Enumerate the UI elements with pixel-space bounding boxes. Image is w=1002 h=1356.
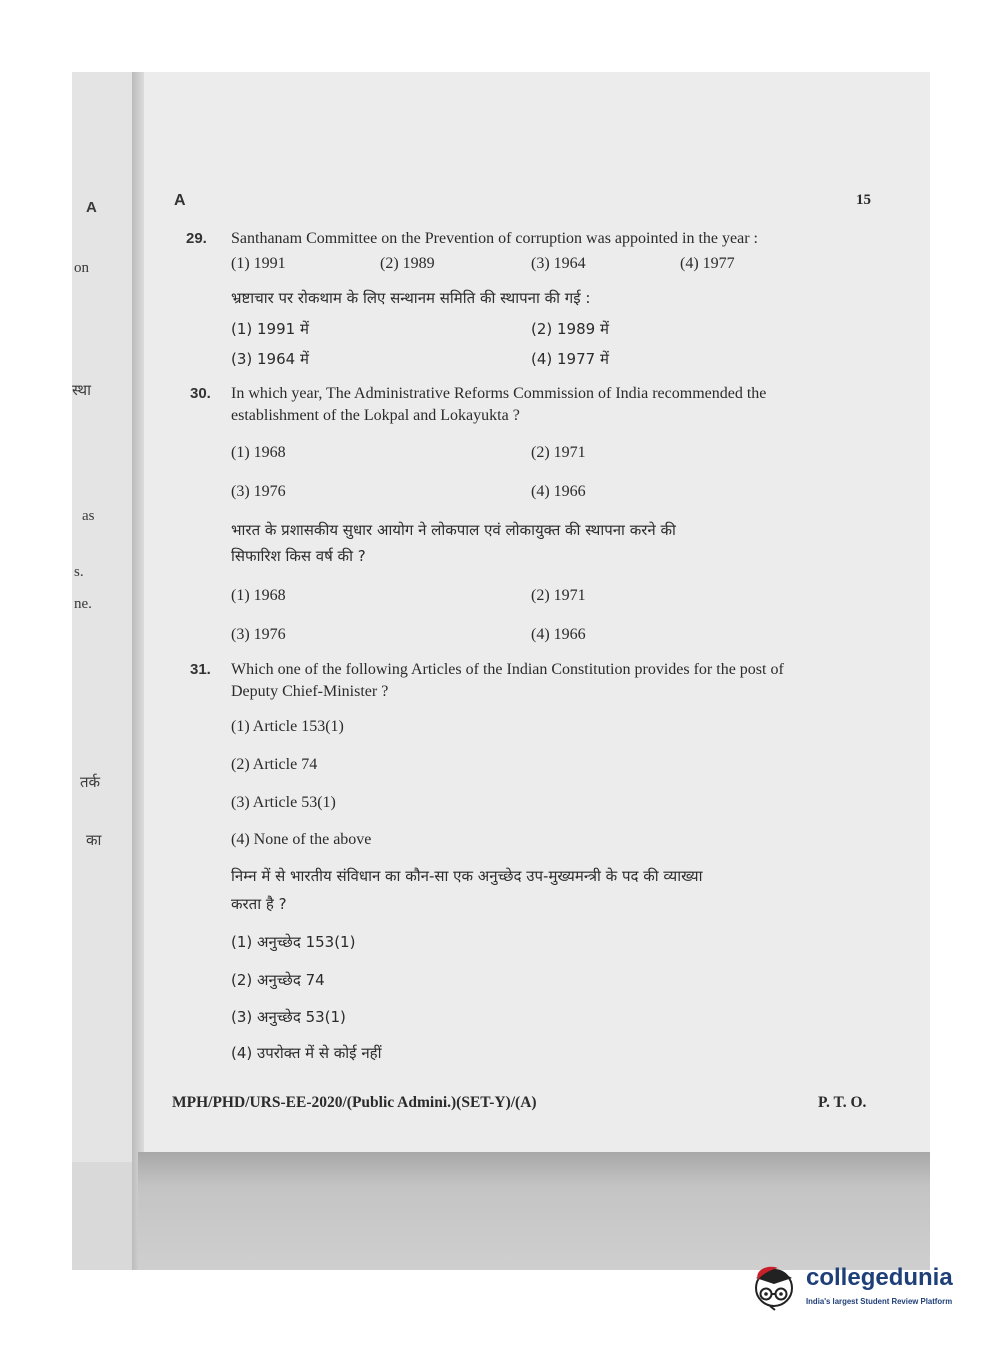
option: (1) 1991 — [231, 255, 286, 272]
facing-page-fragment: A — [86, 199, 97, 216]
option: (1) Article 153(1) — [231, 718, 344, 735]
scan-shadow — [138, 1152, 930, 1270]
facing-page-fragment: on — [74, 260, 89, 276]
brand-name: collegedunia — [806, 1264, 953, 1291]
paper-code: MPH/PHD/URS-EE-2020/(Public Admini.)(SET-Y)/(A) — [172, 1094, 537, 1111]
option: (4) उपरोक्त में से कोई नहीं — [231, 1044, 382, 1062]
collegedunia-watermark — [748, 1262, 972, 1312]
option: (2) 1989 — [380, 255, 435, 272]
option: (2) 1989 में — [531, 320, 609, 338]
question-text-hindi: सिफारिश किस वर्ष की ? — [231, 547, 366, 565]
scanned-page — [72, 72, 930, 1270]
facing-page-fragment: स्था — [72, 381, 92, 399]
option: (4) 1977 — [680, 255, 735, 272]
question-text-hindi: भ्रष्टाचार पर रोकथाम के लिए सन्थानम समिति की स्थापना की गई : — [231, 289, 591, 307]
option: (4) 1977 में — [531, 350, 609, 368]
option: (2) 1971 — [531, 444, 586, 461]
question-text-english: Santhanam Committee on the Prevention of corruption was appointed in the year : — [231, 230, 758, 247]
question-number: 31. — [190, 661, 211, 678]
question-number: 30. — [190, 385, 211, 402]
option: (1) 1968 — [231, 444, 286, 461]
question-number: 29. — [186, 230, 207, 247]
option: (1) अनुच्छेद 153(1) — [231, 933, 356, 951]
facing-page-fragment: as — [82, 508, 95, 524]
question-text-english: Deputy Chief-Minister ? — [231, 683, 389, 700]
option: (4) 1966 — [531, 626, 586, 643]
please-turn-over: P. T. O. — [818, 1094, 867, 1111]
question-text-hindi: करता है ? — [231, 895, 287, 913]
option: (4) 1966 — [531, 483, 586, 500]
option: (3) 1976 — [231, 626, 286, 643]
question-text-english: Which one of the following Articles of the Indian Constitution provides for the post of — [231, 661, 784, 678]
facing-page-fragment: तर्क — [80, 773, 101, 791]
question-text-hindi: निम्न में से भारतीय संविधान का कौन-सा एक अनुच्छेद उप-मुख्यमन्त्री के पद की व्याख्या — [231, 867, 703, 885]
option: (3) 1976 — [231, 483, 286, 500]
brand-tagline: India's largest Student Review Platform — [806, 1297, 953, 1306]
option: (3) Article 53(1) — [231, 794, 336, 811]
question-text-english: establishment of the Lokpal and Lokayukta ? — [231, 407, 520, 424]
option: (1) 1968 — [231, 587, 286, 604]
facing-page-fragment: का — [86, 831, 102, 849]
question-text-english: In which year, The Administrative Reforms Commission of India recommended the — [231, 385, 767, 402]
facing-page-edge — [72, 72, 138, 1162]
option: (3) 1964 — [531, 255, 586, 272]
page-number: 15 — [856, 192, 871, 208]
option: (2) अनुच्छेद 74 — [231, 971, 325, 989]
mascot-icon — [748, 1262, 800, 1314]
option: (3) अनुच्छेद 53(1) — [231, 1008, 346, 1026]
question-text-hindi: भारत के प्रशासकीय सुधार आयोग ने लोकपाल एवं लोकायुक्त की स्थापना करने की — [231, 521, 676, 539]
option: (4) None of the above — [231, 831, 372, 848]
option: (3) 1964 में — [231, 350, 309, 368]
facing-page-fragment: s. — [74, 564, 84, 580]
facing-page-fragment: ne. — [74, 596, 92, 612]
option: (1) 1991 में — [231, 320, 309, 338]
option: (2) Article 74 — [231, 756, 318, 773]
option: (2) 1971 — [531, 587, 586, 604]
set-letter: A — [174, 192, 186, 209]
